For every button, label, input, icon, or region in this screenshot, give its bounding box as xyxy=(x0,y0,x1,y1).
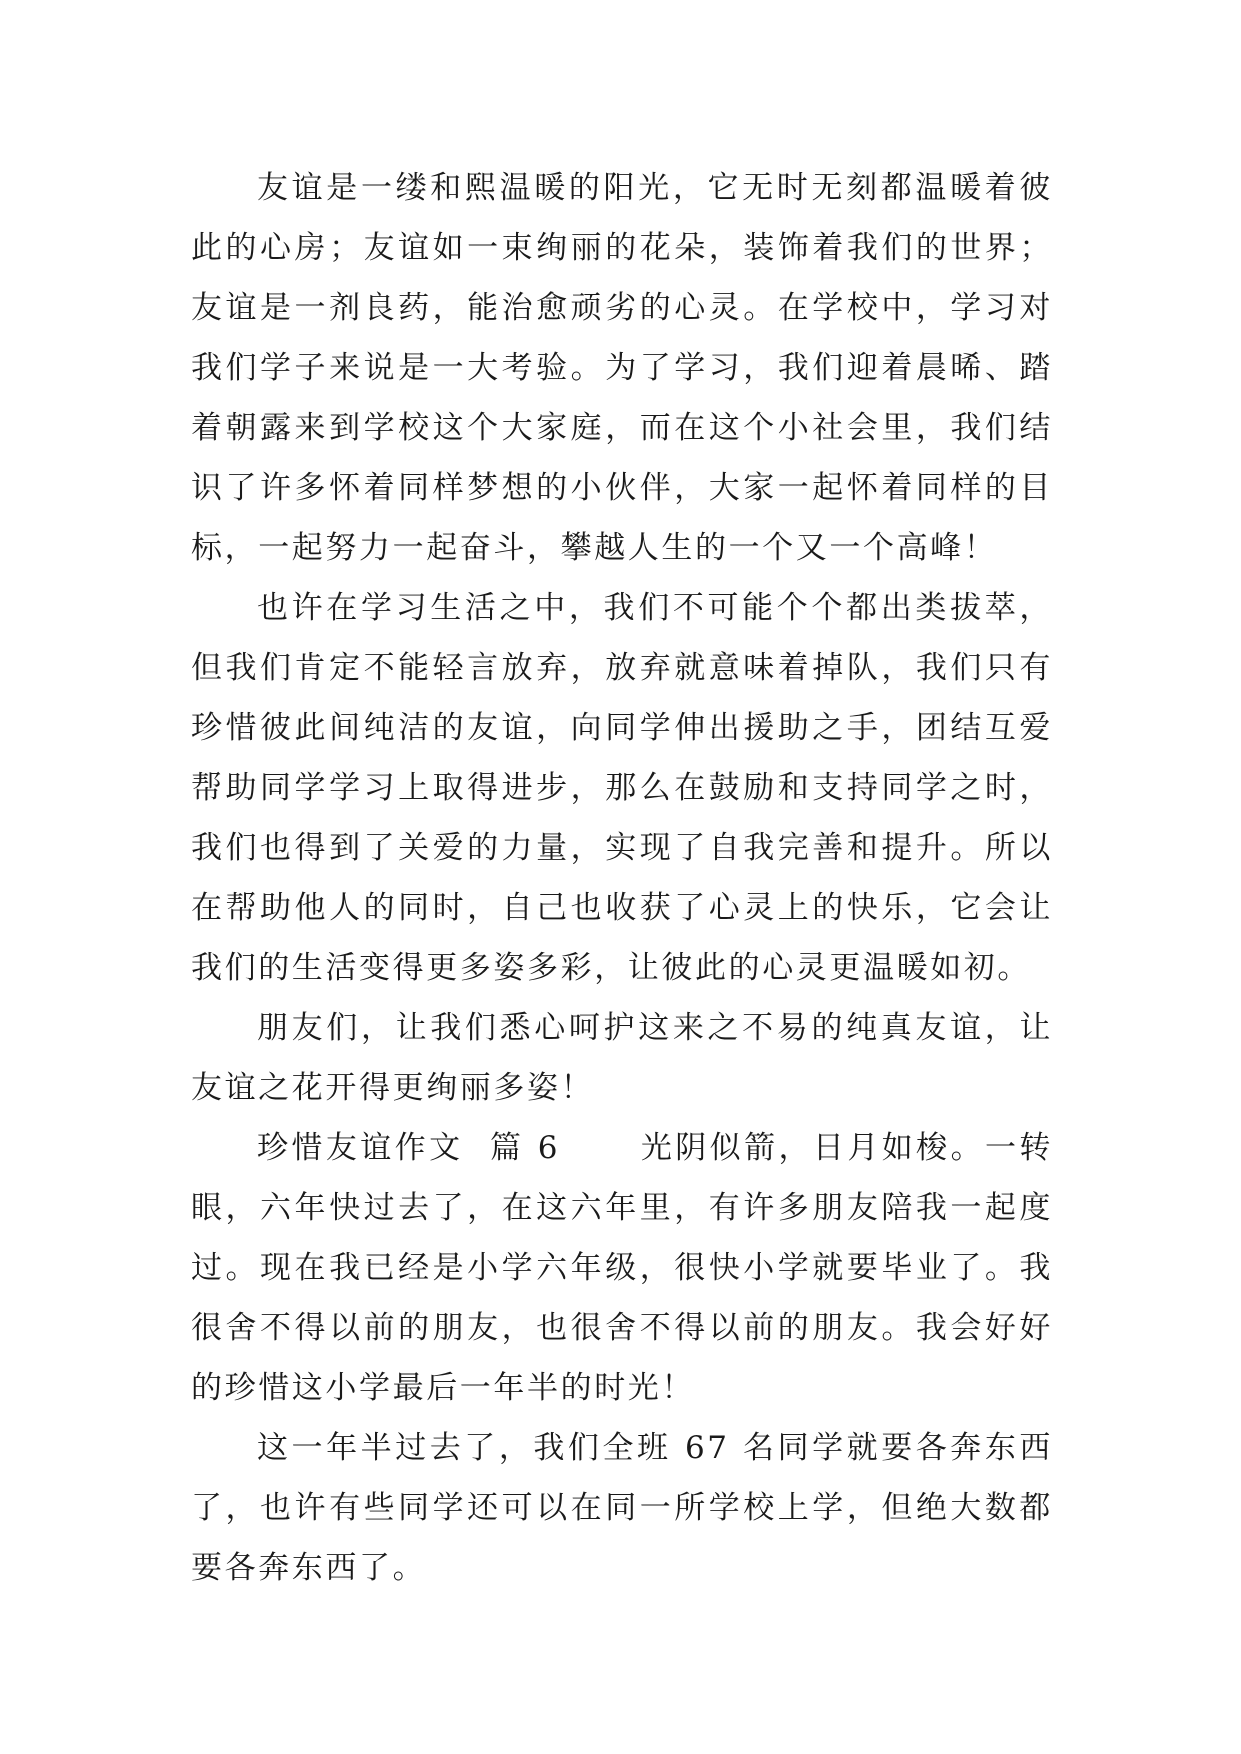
paragraph-1: 友谊是一缕和熙温暖的阳光，它无时无刻都温暖着彼此的心房；友谊如一束绚丽的花朵，装饰着我们的世界；友谊是一剂良药，能治愈顽劣的心灵。在学校中，学习对我们学子来说是一大考验。为了学习，我们迎着晨晞、踏着朝露来到学校这个大家庭，而在这个小社会里，我们结识了许多怀着同样梦想的小伙伴，大家一起怀着同样的目标，一起努力一起奋斗，攀越人生的一个又一个高峰！ xyxy=(191,170,1053,566)
section-title: 珍惜友谊作文 篇 6 xyxy=(257,1130,561,1166)
paragraph-2: 也许在学习生活之中，我们不可能个个都出类拔萃，但我们肯定不能轻言放弃，放弃就意味着掉队，我们只有珍惜彼此间纯洁的友谊，向同学伸出援助之手，团结互爱帮助同学学习上取得进步，那么在鼓励和支持同学之时，我们也得到了关爱的力量，实现了自我完善和提升。所以在帮助他人的同时，自己也收获了心灵上的快乐，它会让我们的生活变得更多姿多彩，让彼此的心灵更温暖如初。 xyxy=(191,590,1053,986)
section-paragraph xyxy=(191,1118,1053,1418)
section-text: 光阴似箭，日月如梭。一转眼，六年快过去了，在这六年里，有许多朋友陪我一起度过。现在我已经是小学六年级，很快小学就要毕业了。我很舍不得以前的朋友，也很舍不得以前的朋友。我会好好的珍惜这小学最后一年半的时光！ xyxy=(191,1130,1053,1406)
paragraph-3: 朋友们，让我们悉心呵护这来之不易的纯真友谊，让友谊之花开得更绚丽多姿！ xyxy=(191,1010,1053,1106)
last-paragraph: 这一年半过去了，我们全班 67 名同学就要各奔东西了，也许有些同学还可以在同一所学校上学，但绝大数都要各奔东西了。 xyxy=(191,1430,1053,1586)
document-page xyxy=(191,158,1053,1598)
